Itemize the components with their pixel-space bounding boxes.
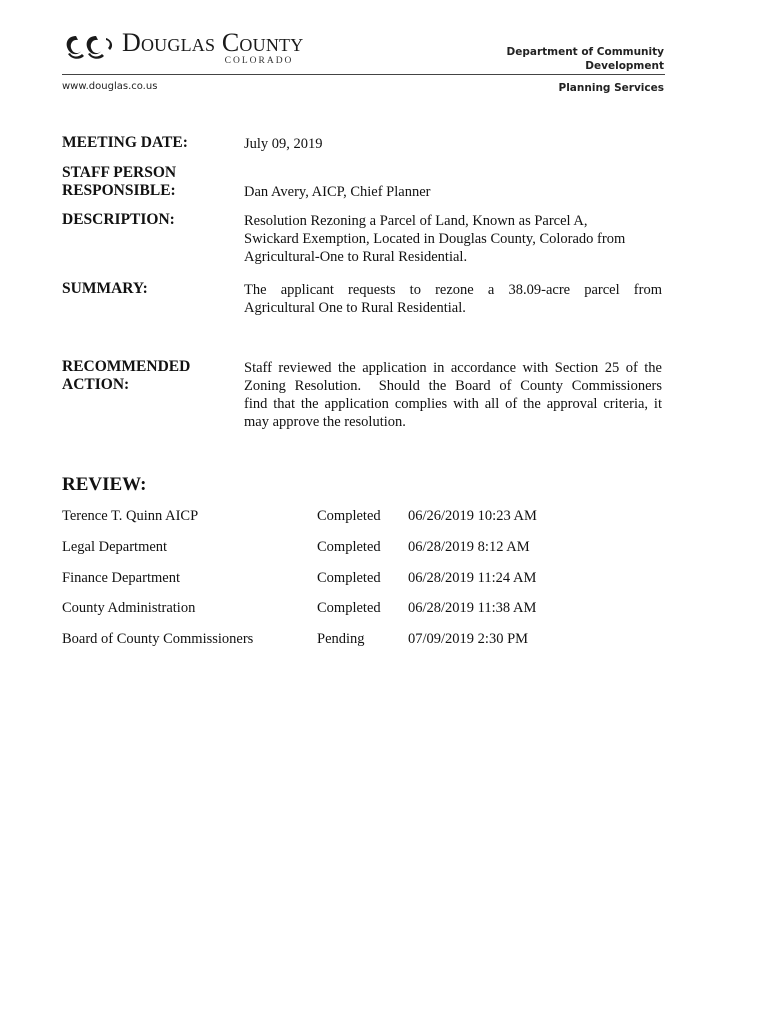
- staff-label-line-2: RESPONSIBLE:: [62, 182, 176, 199]
- recommended-line-2: Zoning Resolution. Should the Board of County Commissioners: [244, 378, 662, 394]
- review-heading: REVIEW:: [62, 474, 147, 495]
- review-datetime: 06/26/2019 10:23 AM: [408, 508, 537, 524]
- review-row: [62, 598, 662, 618]
- review-datetime: 06/28/2019 8:12 AM: [408, 539, 530, 555]
- review-datetime: 06/28/2019 11:38 AM: [408, 600, 537, 616]
- department-line-2: Development: [585, 60, 664, 72]
- summary-line-2: Agricultural One to Rural Residential.: [244, 300, 466, 316]
- recommended-line-3: find that the application complies with all of the approval criteria, it: [244, 396, 662, 412]
- description-line-3: Agricultural-One to Rural Residential.: [244, 249, 468, 265]
- staff-label: [62, 164, 242, 200]
- recommended-label-line-1: RECOMMENDED: [62, 358, 191, 375]
- summary-value: [244, 281, 662, 317]
- staff-value: Dan Avery, AICP, Chief Planner: [244, 184, 431, 200]
- header-divider: [62, 74, 665, 75]
- state-name: COLORADO: [224, 56, 294, 66]
- department-name: [507, 45, 665, 73]
- department-line-1: Department of Community: [506, 46, 664, 58]
- review-datetime: 06/28/2019 11:24 AM: [408, 570, 537, 586]
- recommended-action-label: [62, 358, 242, 394]
- review-status: Completed: [317, 508, 381, 524]
- reviewer-name: Board of County Commissioners: [62, 631, 254, 647]
- reviewer-name: Terence T. Quinn AICP: [62, 508, 199, 524]
- meeting-date-value: July 09, 2019: [244, 136, 323, 152]
- review-datetime: 07/09/2019 2:30 PM: [408, 631, 529, 647]
- review-row: [62, 568, 662, 588]
- summary-label: SUMMARY:: [62, 280, 148, 297]
- review-status: Completed: [317, 600, 381, 616]
- county-name: Douglas County: [122, 28, 304, 57]
- recommended-line-1: Staff reviewed the application in accordance with Section 25 of the: [244, 360, 662, 376]
- review-row: [62, 537, 662, 557]
- division-name: Planning Services: [558, 82, 664, 94]
- county-emblem-icon: [62, 32, 116, 64]
- description-line-1: Resolution Rezoning a Parcel of Land, Known as Parcel A,: [244, 213, 588, 229]
- review-row: [62, 506, 662, 526]
- review-row: [62, 629, 662, 649]
- review-status: Completed: [317, 539, 381, 555]
- review-status: Completed: [317, 570, 381, 586]
- website-link[interactable]: www.douglas.co.us: [62, 81, 158, 92]
- review-status: Pending: [317, 631, 365, 647]
- recommended-label-line-2: ACTION:: [62, 376, 130, 393]
- staff-label-line-1: STAFF PERSON: [62, 164, 177, 181]
- meeting-date-label: MEETING DATE:: [62, 134, 188, 151]
- reviewer-name: County Administration: [62, 600, 196, 616]
- county-logo: [62, 30, 303, 70]
- description-line-2: Swickard Exemption, Located in Douglas County, Colorado from: [244, 231, 626, 247]
- reviewer-name: Finance Department: [62, 570, 180, 586]
- description-label: DESCRIPTION:: [62, 211, 175, 228]
- description-value: [244, 212, 662, 266]
- reviewer-name: Legal Department: [62, 539, 168, 555]
- summary-line-1: The applicant requests to rezone a 38.09-acre parcel from: [244, 282, 662, 298]
- recommended-action-value: [244, 359, 662, 431]
- recommended-line-4: may approve the resolution.: [244, 414, 406, 430]
